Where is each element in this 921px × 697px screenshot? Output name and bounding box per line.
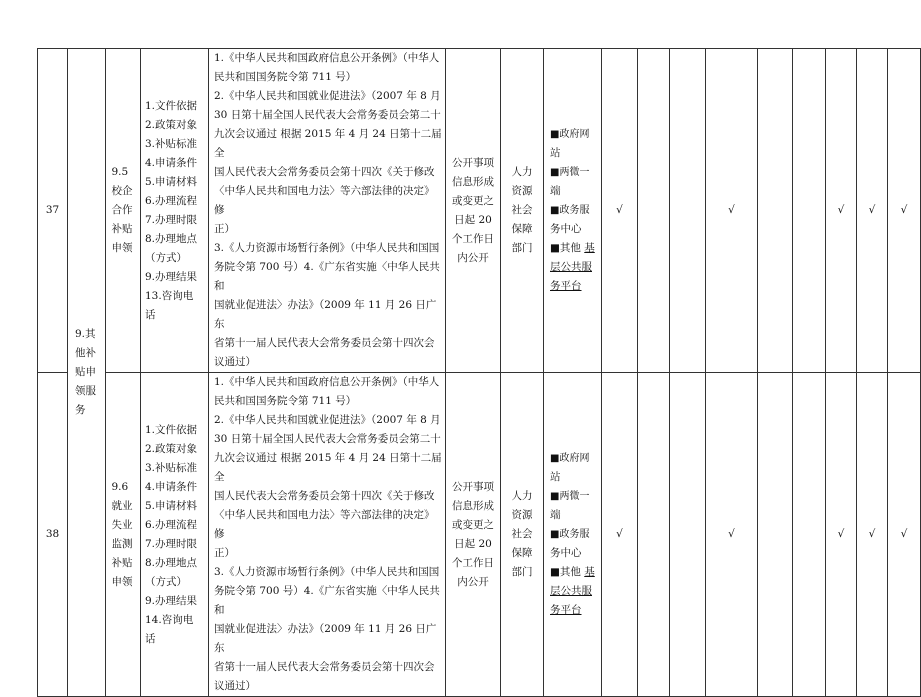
mark-cell <box>670 49 706 373</box>
legal-basis-cell: 1.《中华人民共和国政府信息公开条例》（中华人 民共和国国务院令第 711 号） 2.《中华人民共和国就业促进法》（2007 年 8 月 30 日第十届全国人民代表大会常务委员会第二十 九次会议通过 根据 2015 年 4 月 24 日第十二届全 国人民代表大会常务委员会第十四次《关于修改 〈中华人民共和国电力法〉等六部法律的决定》修 正） 3.《人力资源市场暂行条例》（中华人民共和国国 务院令第 700 号）4.《广东省实施〈中华人民共和 国就业促进法〉办法》（2009 年 11 月 26 日广东 省第十一届人民代表大会常务委员会第十四次会 议通过） <box>209 373 446 697</box>
mark-cell: √ <box>857 373 888 697</box>
disclosure-method-cell: ■政府网 站 ■两微一 端 ■政务服 务中心 ■其他 基 层公共服 务平台 <box>544 49 602 373</box>
mark-cell: √ <box>706 373 758 697</box>
mark-cell <box>758 49 793 373</box>
mark-cell: √ <box>706 49 758 373</box>
disclosure-subject-cell: 人力 资源 社会 保障 部门 <box>501 373 544 697</box>
mark-cell: √ <box>826 49 857 373</box>
mark-cell <box>793 373 826 697</box>
legal-basis-cell: 1.《中华人民共和国政府信息公开条例》（中华人 民共和国国务院令第 711 号） 2.《中华人民共和国就业促进法》（2007 年 8 月 30 日第十届全国人民代表大会常务委员会第二十 九次会议通过 根据 2015 年 4 月 24 日第十二届全 国人民代表大会常务委员会第十四次《关于修改 〈中华人民共和国电力法〉等六部法律的决定》修 正） 3.《人力资源市场暂行条例》（中华人民共和国国 务院令第 700 号）4.《广东省实施〈中华人民共和 国就业促进法〉办法》（2009 年 11 月 26 日广东 省第十一届人民代表大会常务委员会第十四次会 议通过） <box>209 49 446 373</box>
disclosure-method-cell: ■政府网 站 ■两微一 端 ■政务服 务中心 ■其他 基 层公共服 务平台 <box>544 373 602 697</box>
mark-cell: √ <box>602 373 638 697</box>
item-name-cell: 9.5 校企 合作 补贴 申领 <box>106 49 141 373</box>
content-cell: 1.文件依据 2.政策对象 3.补贴标准 4.申请条件 5.申请材料 6.办理流程 7.办理时限 8.办理地点 （方式） 9.办理结果 14.咨询电 话 <box>141 373 209 697</box>
category-cell: 9.其 他补 贴申 领服 务 <box>68 49 106 697</box>
mark-cell: √ <box>888 373 921 697</box>
disclosure-time-cell: 公开事项 信息形成 或变更之 日起 20 个工作日 内公开 <box>446 373 501 697</box>
disclosure-time-cell: 公开事项 信息形成 或变更之 日起 20 个工作日 内公开 <box>446 49 501 373</box>
row-number: 37 <box>38 49 68 373</box>
content-cell: 1.文件依据 2.政策对象 3.补贴标准 4.申请条件 5.申请材料 6.办理流程 7.办理时限 8.办理地点 （方式） 9.办理结果 13.咨询电 话 <box>141 49 209 373</box>
mark-cell <box>638 373 670 697</box>
table-row <box>38 49 921 373</box>
disclosure-subject-cell: 人力 资源 社会 保障 部门 <box>501 49 544 373</box>
mark-cell: √ <box>826 373 857 697</box>
other-platform-link: 基 <box>584 566 595 578</box>
item-name-cell: 9.6 就业 失业 监测 补贴 申领 <box>106 373 141 697</box>
mark-cell <box>670 373 706 697</box>
mark-cell <box>638 49 670 373</box>
mark-cell: √ <box>602 49 638 373</box>
mark-cell: √ <box>888 49 921 373</box>
mark-cell: √ <box>857 49 888 373</box>
table-row <box>38 373 921 697</box>
row-number: 38 <box>38 373 68 697</box>
disclosure-table <box>37 48 921 697</box>
mark-cell <box>758 373 793 697</box>
other-platform-link: 基 <box>584 242 595 254</box>
mark-cell <box>793 49 826 373</box>
